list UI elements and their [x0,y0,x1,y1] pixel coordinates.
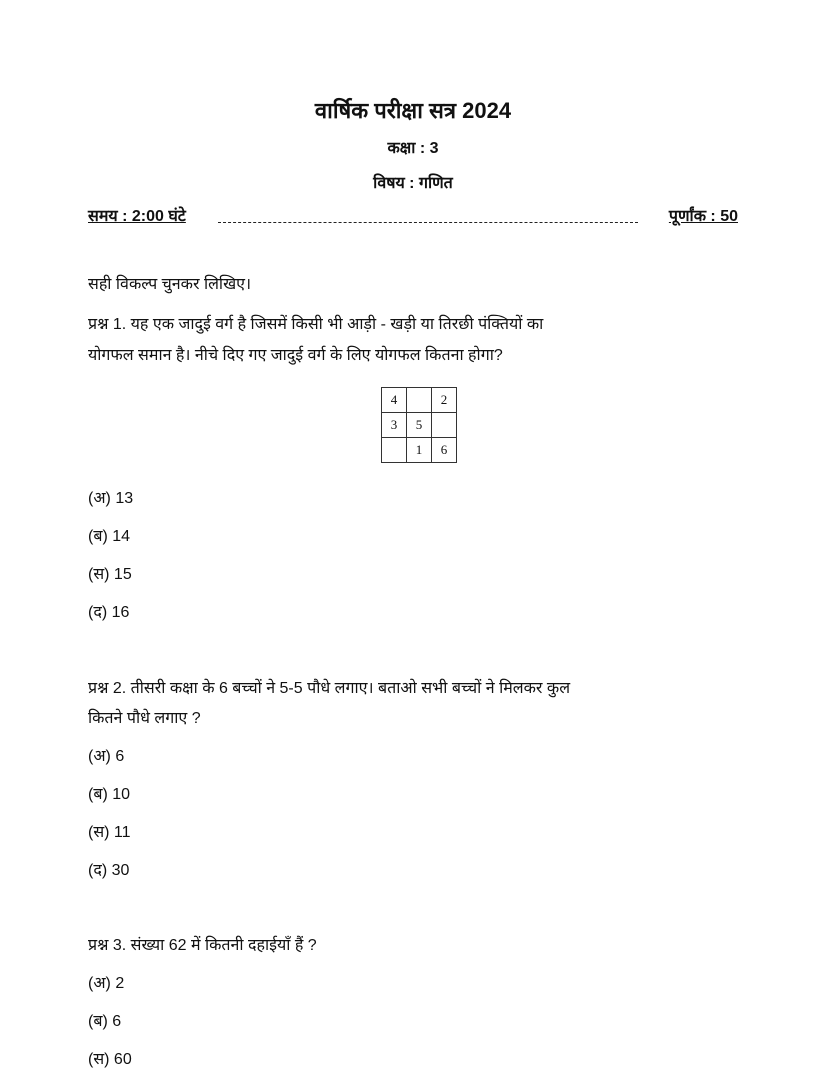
grid-cell [407,388,432,413]
grid-cell: 1 [407,438,432,463]
grid-cell [432,413,457,438]
q1-option-d: (द) 16 [88,604,130,621]
grid-cell: 3 [382,413,407,438]
max-marks-label: पूर्णांक : 50 [668,208,738,225]
q1-text-line1: प्रश्न 1. यह एक जादुई वर्ग है जिसमें किसी भी आड़ी - खड़ी या तिरछी पंक्तियों का [88,316,544,333]
q2-text-line2: कितने पौधे लगाए ? [88,710,201,727]
q2-option-a: (अ) 6 [88,748,125,765]
grid-cell: 2 [432,388,457,413]
q2-option-c: (स) 11 [88,824,131,841]
exam-title: वार्षिक परीक्षा सत्र 2024 [314,98,512,123]
grid-cell: 5 [407,413,432,438]
q2-option-b: (ब) 10 [88,786,131,803]
q3-option-b: (ब) 6 [88,1013,122,1030]
q2-option-d: (द) 30 [88,862,130,879]
grid-cell: 6 [432,438,457,463]
subject-line: विषय : गणित [373,175,453,192]
q1-option-a: (अ) 13 [88,490,134,507]
q3-text: प्रश्न 3. संख्या 62 में कितनी दहाईयाँ हैं ? [88,937,317,954]
q3-option-a: (अ) 2 [88,975,125,992]
grid-cell: 4 [382,388,407,413]
q3-option-c: (स) 60 [88,1051,132,1068]
instruction: सही विकल्प चुनकर लिखिए। [88,276,252,293]
q1-option-b: (ब) 14 [88,528,131,545]
dashed-divider [218,222,638,223]
time-label: समय : 2:00 घंटे [88,208,186,225]
q1-option-c: (स) 15 [88,566,132,583]
exam-meta-row [88,204,738,228]
q1-text-line2: योगफल समान है। नीचे दिए गए जादुई वर्ग के लिए योगफल कितना होगा? [88,347,503,364]
class-line: कक्षा : 3 [387,140,439,157]
grid-cell [382,438,407,463]
q2-text-line1: प्रश्न 2. तीसरी कक्षा के 6 बच्चों ने 5-5 पौधे लगाए। बताओ सभी बच्चों ने मिलकर कुल [88,680,571,697]
magic-square-grid [381,387,457,463]
